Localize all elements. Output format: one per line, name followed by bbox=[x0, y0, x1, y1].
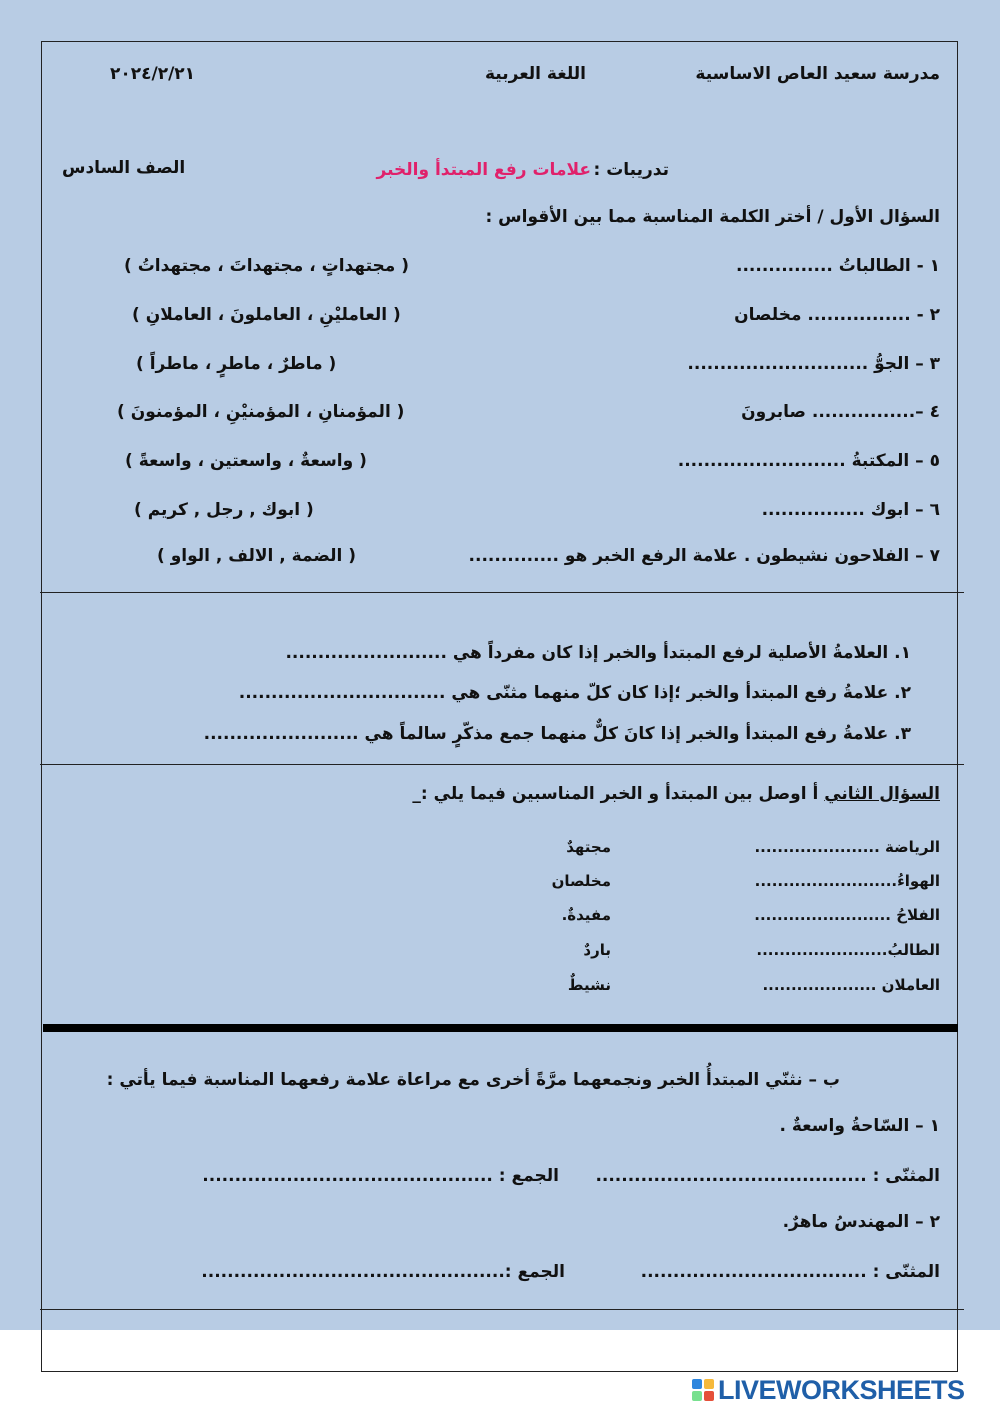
exercises-label: تدريبات : bbox=[593, 160, 669, 180]
q2-subject[interactable]: الهواءُ......................... bbox=[754, 872, 940, 890]
partb-dual-field[interactable]: المثنّى : .......................................... bbox=[595, 1166, 940, 1186]
q2-predicate[interactable]: مخلصان bbox=[551, 872, 611, 890]
fill-blank-item[interactable]: ٣. علامةُ رفع المبتدأ والخبر إذا كانَ كلٌّ منهما جمع مذكّرٍ سالماً هي ........................ bbox=[203, 724, 911, 744]
q1-item-text: ٧ – الفلاحون نشيطون . علامة الرفع الخبر هو .............. bbox=[468, 546, 940, 566]
grade-label: الصف السادس bbox=[62, 158, 186, 178]
q2-predicate[interactable]: نشيطٌ bbox=[567, 976, 611, 994]
q1-item-choices[interactable]: ( المؤمنانِ ، المؤمنيْنِ ، المؤمنونَ ) bbox=[117, 402, 405, 422]
section-divider bbox=[40, 1309, 964, 1310]
q1-item-choices[interactable]: ( ماطرٌ ، ماطرٍ ، ماطراً ) bbox=[136, 354, 337, 374]
q1-title: السؤال الأول / أختر الكلمة المناسبة مما بين الأقواس : bbox=[485, 207, 940, 227]
q1-item-choices[interactable]: ( مجتهداتٍ ، مجتهداتَ ، مجتهداتُ ) bbox=[124, 256, 409, 276]
q1-item-text: ٦ – ابوك ................ bbox=[761, 500, 940, 520]
subject-name: اللغة العربية bbox=[485, 64, 586, 84]
q1-item-text: ٢ - ................ مخلصان bbox=[734, 305, 940, 325]
partb-plural-field[interactable]: الجمع : ............................................. bbox=[202, 1166, 559, 1186]
q1-item-text: ٣ – الجوُّ ............................ bbox=[687, 354, 940, 374]
q1-item-text: ٥ – المكتبةُ .......................... bbox=[677, 451, 940, 471]
partb-sentence: ١ – السّاحةُ واسعةٌ . bbox=[779, 1116, 940, 1136]
q2-title bbox=[412, 784, 940, 804]
q1-item-choices[interactable]: ( ابوك , رجل , كريم ) bbox=[134, 500, 314, 520]
partb-title: ب – نثنّي المبتدأُ الخبر ونجمعهما مرَّةً أخرى مع مراعاة علامة رفعهما المناسبة فيما يأتي : bbox=[106, 1070, 840, 1090]
liveworksheets-logo[interactable] bbox=[692, 1376, 965, 1404]
q2-predicate[interactable]: مفيدةٌ. bbox=[561, 906, 611, 924]
liveworksheets-logo-icon bbox=[692, 1379, 714, 1401]
school-name: مدرسة سعيد العاص الاساسية bbox=[695, 64, 940, 84]
worksheet-date: ٢٠٢٤/٢/٢١ bbox=[110, 64, 196, 84]
q2-subject[interactable]: العاملان .................... bbox=[762, 976, 940, 994]
q2-title-underlined: السؤال الثاني bbox=[824, 784, 940, 804]
q2-subject[interactable]: الطالبُ....................... bbox=[756, 941, 940, 959]
fill-blank-item[interactable]: ٢. علامةُ رفع المبتدأ والخبر ؛إذا كان كلّ منهما مثنّى هي ................................ bbox=[238, 683, 911, 703]
q2-subject[interactable]: الرياضة ...................... bbox=[754, 838, 940, 856]
thick-section-divider bbox=[43, 1024, 958, 1032]
q2-predicate[interactable]: باردٌ bbox=[583, 941, 611, 959]
q2-subject[interactable]: الفلاحُ ........................ bbox=[754, 906, 940, 924]
partb-dual-field[interactable]: المثنّى : ................................... bbox=[640, 1262, 940, 1282]
q1-item-text: ٤ –................ صابرونَ bbox=[741, 402, 940, 422]
brand-name: LIVEWORKSHEETS bbox=[718, 1374, 965, 1405]
partb-sentence: ٢ – المهندسُ ماهرٌ. bbox=[782, 1212, 940, 1232]
section-divider bbox=[40, 764, 964, 765]
q2-predicate[interactable]: مجتهدٌ bbox=[566, 838, 611, 856]
section-divider bbox=[40, 592, 964, 593]
q1-item-choices[interactable]: ( العامليْنِ ، العاملونَ ، العاملانِ ) bbox=[132, 305, 401, 325]
q1-item-choices[interactable]: ( واسعةٌ ، واسعتين ، واسعةً ) bbox=[125, 451, 367, 471]
q1-item-text: ١ - الطالباتُ ............... bbox=[735, 256, 940, 276]
worksheet-topic: علامات رفع المبتدأ والخبر bbox=[376, 160, 591, 180]
partb-plural-field[interactable]: الجمع :............................................... bbox=[201, 1262, 565, 1282]
fill-blank-item[interactable]: ١. العلامةُ الأصلية لرفع المبتدأ والخبر إذا كان مفرداً هي ......................... bbox=[285, 643, 911, 663]
q1-item-choices[interactable]: ( الضمة , الالف , الواو ) bbox=[157, 546, 357, 566]
q2-title-rest: أ اوصل بين المبتدأ و الخبر المناسبين فيما يلي :_ bbox=[412, 784, 819, 804]
